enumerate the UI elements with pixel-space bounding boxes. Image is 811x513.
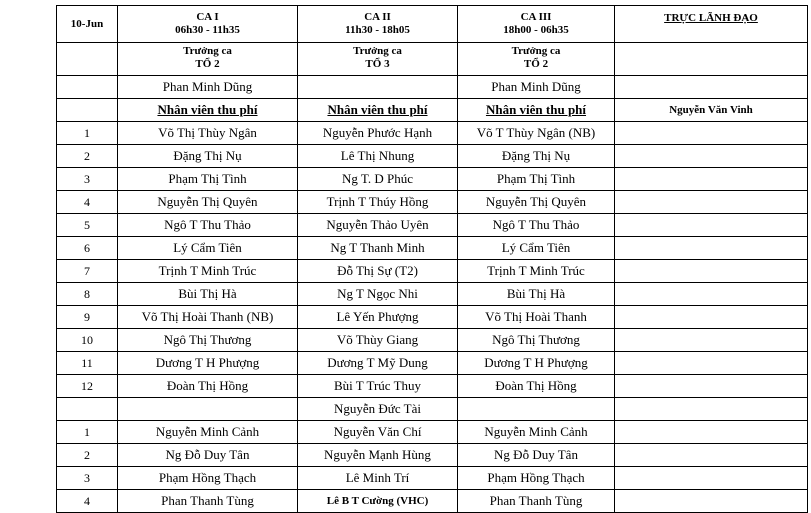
row-number: 4 — [57, 490, 118, 513]
shift1-staff: Phạm Hồng Thạch — [118, 467, 298, 490]
shift1-staff: Nguyễn Thị Quyên — [118, 191, 298, 214]
shift2-staff: Võ Thùy Giang — [298, 329, 458, 352]
row-number: 8 — [57, 283, 118, 306]
table-row — [57, 168, 808, 191]
shift3-supervisor — [458, 43, 615, 76]
shift3-staff: Võ Thị Hoài Thanh — [458, 306, 615, 329]
leader-cell — [615, 145, 808, 168]
shift1-staff: Ngô T Thu Thảo — [118, 214, 298, 237]
shift1-staff: Phạm Thị Tình — [118, 168, 298, 191]
shift2-staff: Nguyễn Phước Hạnh — [298, 122, 458, 145]
shift1-staff-title: Nhân viên thu phí — [118, 99, 298, 122]
empty-cell — [57, 43, 118, 76]
table-row — [57, 375, 808, 398]
shift2-staff: Nguyễn Đức Tài — [298, 398, 458, 421]
leader-cell — [615, 168, 808, 191]
shift1-staff — [118, 398, 298, 421]
leader-cell — [615, 122, 808, 145]
row-number: 1 — [57, 122, 118, 145]
shift1-staff: Phan Thanh Tùng — [118, 490, 298, 513]
row-number: 4 — [57, 191, 118, 214]
shift2-staff: Nguyễn Mạnh Hùng — [298, 444, 458, 467]
shift3-staff: Đặng Thị Nụ — [458, 145, 615, 168]
table-row — [57, 237, 808, 260]
leader-duty-header: TRỰC LÃNH ĐẠO — [615, 6, 808, 43]
shift3-staff — [458, 398, 615, 421]
shift3-header — [458, 6, 615, 43]
shift1-header — [118, 6, 298, 43]
shift-schedule-table — [56, 5, 808, 513]
shift3-staff: Ngô Thị Thương — [458, 329, 615, 352]
shift2-supervisor — [298, 43, 458, 76]
table-row — [57, 329, 808, 352]
date-cell: 10-Jun — [57, 6, 118, 43]
leader-cell — [615, 283, 808, 306]
shift2-staff: Nguyễn Văn Chí — [298, 421, 458, 444]
shift3-staff: Ngô T Thu Thảo — [458, 214, 615, 237]
table-row — [57, 145, 808, 168]
shift1-staff: Đoàn Thị Hồng — [118, 375, 298, 398]
shift1-staff: Trịnh T Minh Trúc — [118, 260, 298, 283]
staff-header-row — [57, 99, 808, 122]
empty-cell — [57, 99, 118, 122]
shift3-staff: Nguyễn Thị Quyên — [458, 191, 615, 214]
shift3-staff: Lý Cẩm Tiên — [458, 237, 615, 260]
shift2-staff: Lê Minh Trí — [298, 467, 458, 490]
shift3-staff: Dương T H Phượng — [458, 352, 615, 375]
table-row — [57, 467, 808, 490]
shift3-supervisor-name: Phan Minh Dũng — [458, 76, 615, 99]
table-row — [57, 306, 808, 329]
shift3-supervisor-label: Trưởng ca — [511, 45, 561, 57]
row-number: 3 — [57, 168, 118, 191]
table-row — [57, 283, 808, 306]
leader-cell — [615, 191, 808, 214]
shift1-staff: Bùi Thị Hà — [118, 283, 298, 306]
leader-cell — [615, 398, 808, 421]
shift2-staff: Ng T Ngọc Nhi — [298, 283, 458, 306]
row-number: 7 — [57, 260, 118, 283]
shift3-staff: Đoàn Thị Hồng — [458, 375, 615, 398]
shift2-supervisor-label: Trưởng ca — [353, 45, 402, 57]
shift3-time: 18h00 - 06h35 — [503, 24, 569, 36]
shift2-staff: Dương T Mỹ Dung — [298, 352, 458, 375]
table-row — [57, 352, 808, 375]
shift3-staff: Trịnh T Minh Trúc — [458, 260, 615, 283]
shift2-supervisor-name — [298, 76, 458, 99]
leader-cell — [615, 375, 808, 398]
shift3-staff: Võ T Thùy Ngân (NB) — [458, 122, 615, 145]
leader-cell — [615, 421, 808, 444]
leader-cell — [615, 467, 808, 490]
leader-cell — [615, 306, 808, 329]
row-number: 2 — [57, 145, 118, 168]
shift1-supervisor — [118, 43, 298, 76]
row-number — [57, 398, 118, 421]
row-number: 6 — [57, 237, 118, 260]
shift3-staff: Nguyễn Minh Cảnh — [458, 421, 615, 444]
shift2-staff: Lê Thị Nhung — [298, 145, 458, 168]
shift3-staff: Phạm Hồng Thạch — [458, 467, 615, 490]
shift1-staff: Lý Cẩm Tiên — [118, 237, 298, 260]
shift2-staff: Ng T. D Phúc — [298, 168, 458, 191]
shift1-staff: Ng Đỗ Duy Tân — [118, 444, 298, 467]
table-row — [57, 122, 808, 145]
table-row — [57, 444, 808, 467]
shift3-staff: Bùi Thị Hà — [458, 283, 615, 306]
shift3-staff: Phan Thanh Tùng — [458, 490, 615, 513]
row-number: 9 — [57, 306, 118, 329]
shift1-staff: Đặng Thị Nụ — [118, 145, 298, 168]
leader-cell — [615, 329, 808, 352]
row-number: 2 — [57, 444, 118, 467]
shift3-staff: Ng Đỗ Duy Tân — [458, 444, 615, 467]
shift1-supervisor-label: Trưởng ca — [183, 45, 232, 57]
shift2-staff: Lê B T Cường (VHC) — [298, 490, 458, 513]
row-number: 3 — [57, 467, 118, 490]
shift2-staff: Trịnh T Thúy Hồng — [298, 191, 458, 214]
table-row — [57, 421, 808, 444]
leader-cell — [615, 444, 808, 467]
row-number: 1 — [57, 421, 118, 444]
leader-cell — [615, 237, 808, 260]
leader-cell — [615, 260, 808, 283]
shift3-staff: Phạm Thị Tình — [458, 168, 615, 191]
shift2-header — [298, 6, 458, 43]
row-number: 5 — [57, 214, 118, 237]
leader-cell — [615, 214, 808, 237]
shift1-staff: Võ Thị Hoài Thanh (NB) — [118, 306, 298, 329]
shift1-staff: Võ Thị Thùy Ngân — [118, 122, 298, 145]
supervisor-name-row — [57, 76, 808, 99]
table-row — [57, 398, 808, 421]
shift1-staff: Nguyễn Minh Cảnh — [118, 421, 298, 444]
table-row — [57, 260, 808, 283]
empty-cell — [615, 43, 808, 76]
leader-name: Nguyễn Văn Vinh — [615, 99, 808, 122]
row-number: 10 — [57, 329, 118, 352]
shift3-staff-title: Nhân viên thu phí — [458, 99, 615, 122]
shift1-name: CA I — [196, 11, 219, 23]
leader-cell — [615, 352, 808, 375]
shift2-staff: Lê Yến Phượng — [298, 306, 458, 329]
shift2-time: 11h30 - 18h05 — [345, 24, 410, 36]
empty-cell — [57, 76, 118, 99]
shift3-name: CA III — [520, 11, 552, 23]
shift1-staff: Dương T H Phượng — [118, 352, 298, 375]
row-number: 12 — [57, 375, 118, 398]
table-row — [57, 214, 808, 237]
shift1-team: TỔ 2 — [195, 58, 220, 70]
shift3-team: TỔ 2 — [523, 58, 549, 70]
shift2-staff-title: Nhân viên thu phí — [298, 99, 458, 122]
table-row — [57, 191, 808, 214]
shift1-staff: Ngô Thị Thương — [118, 329, 298, 352]
shift2-staff: Nguyễn Thảo Uyên — [298, 214, 458, 237]
empty-cell — [615, 76, 808, 99]
shift2-team: TỔ 3 — [365, 58, 390, 70]
table-row — [57, 490, 808, 513]
row-number: 11 — [57, 352, 118, 375]
supervisor-row — [57, 43, 808, 76]
shift2-name: CA II — [364, 11, 391, 23]
shift2-staff: Bùi T Trúc Thuy — [298, 375, 458, 398]
shift1-supervisor-name: Phan Minh Dũng — [118, 76, 298, 99]
leader-cell — [615, 490, 808, 513]
shift2-staff: Đỗ Thị Sự (T2) — [298, 260, 458, 283]
header-row — [57, 6, 808, 43]
shift2-staff: Ng T Thanh Minh — [298, 237, 458, 260]
shift1-time: 06h30 - 11h35 — [175, 24, 240, 36]
